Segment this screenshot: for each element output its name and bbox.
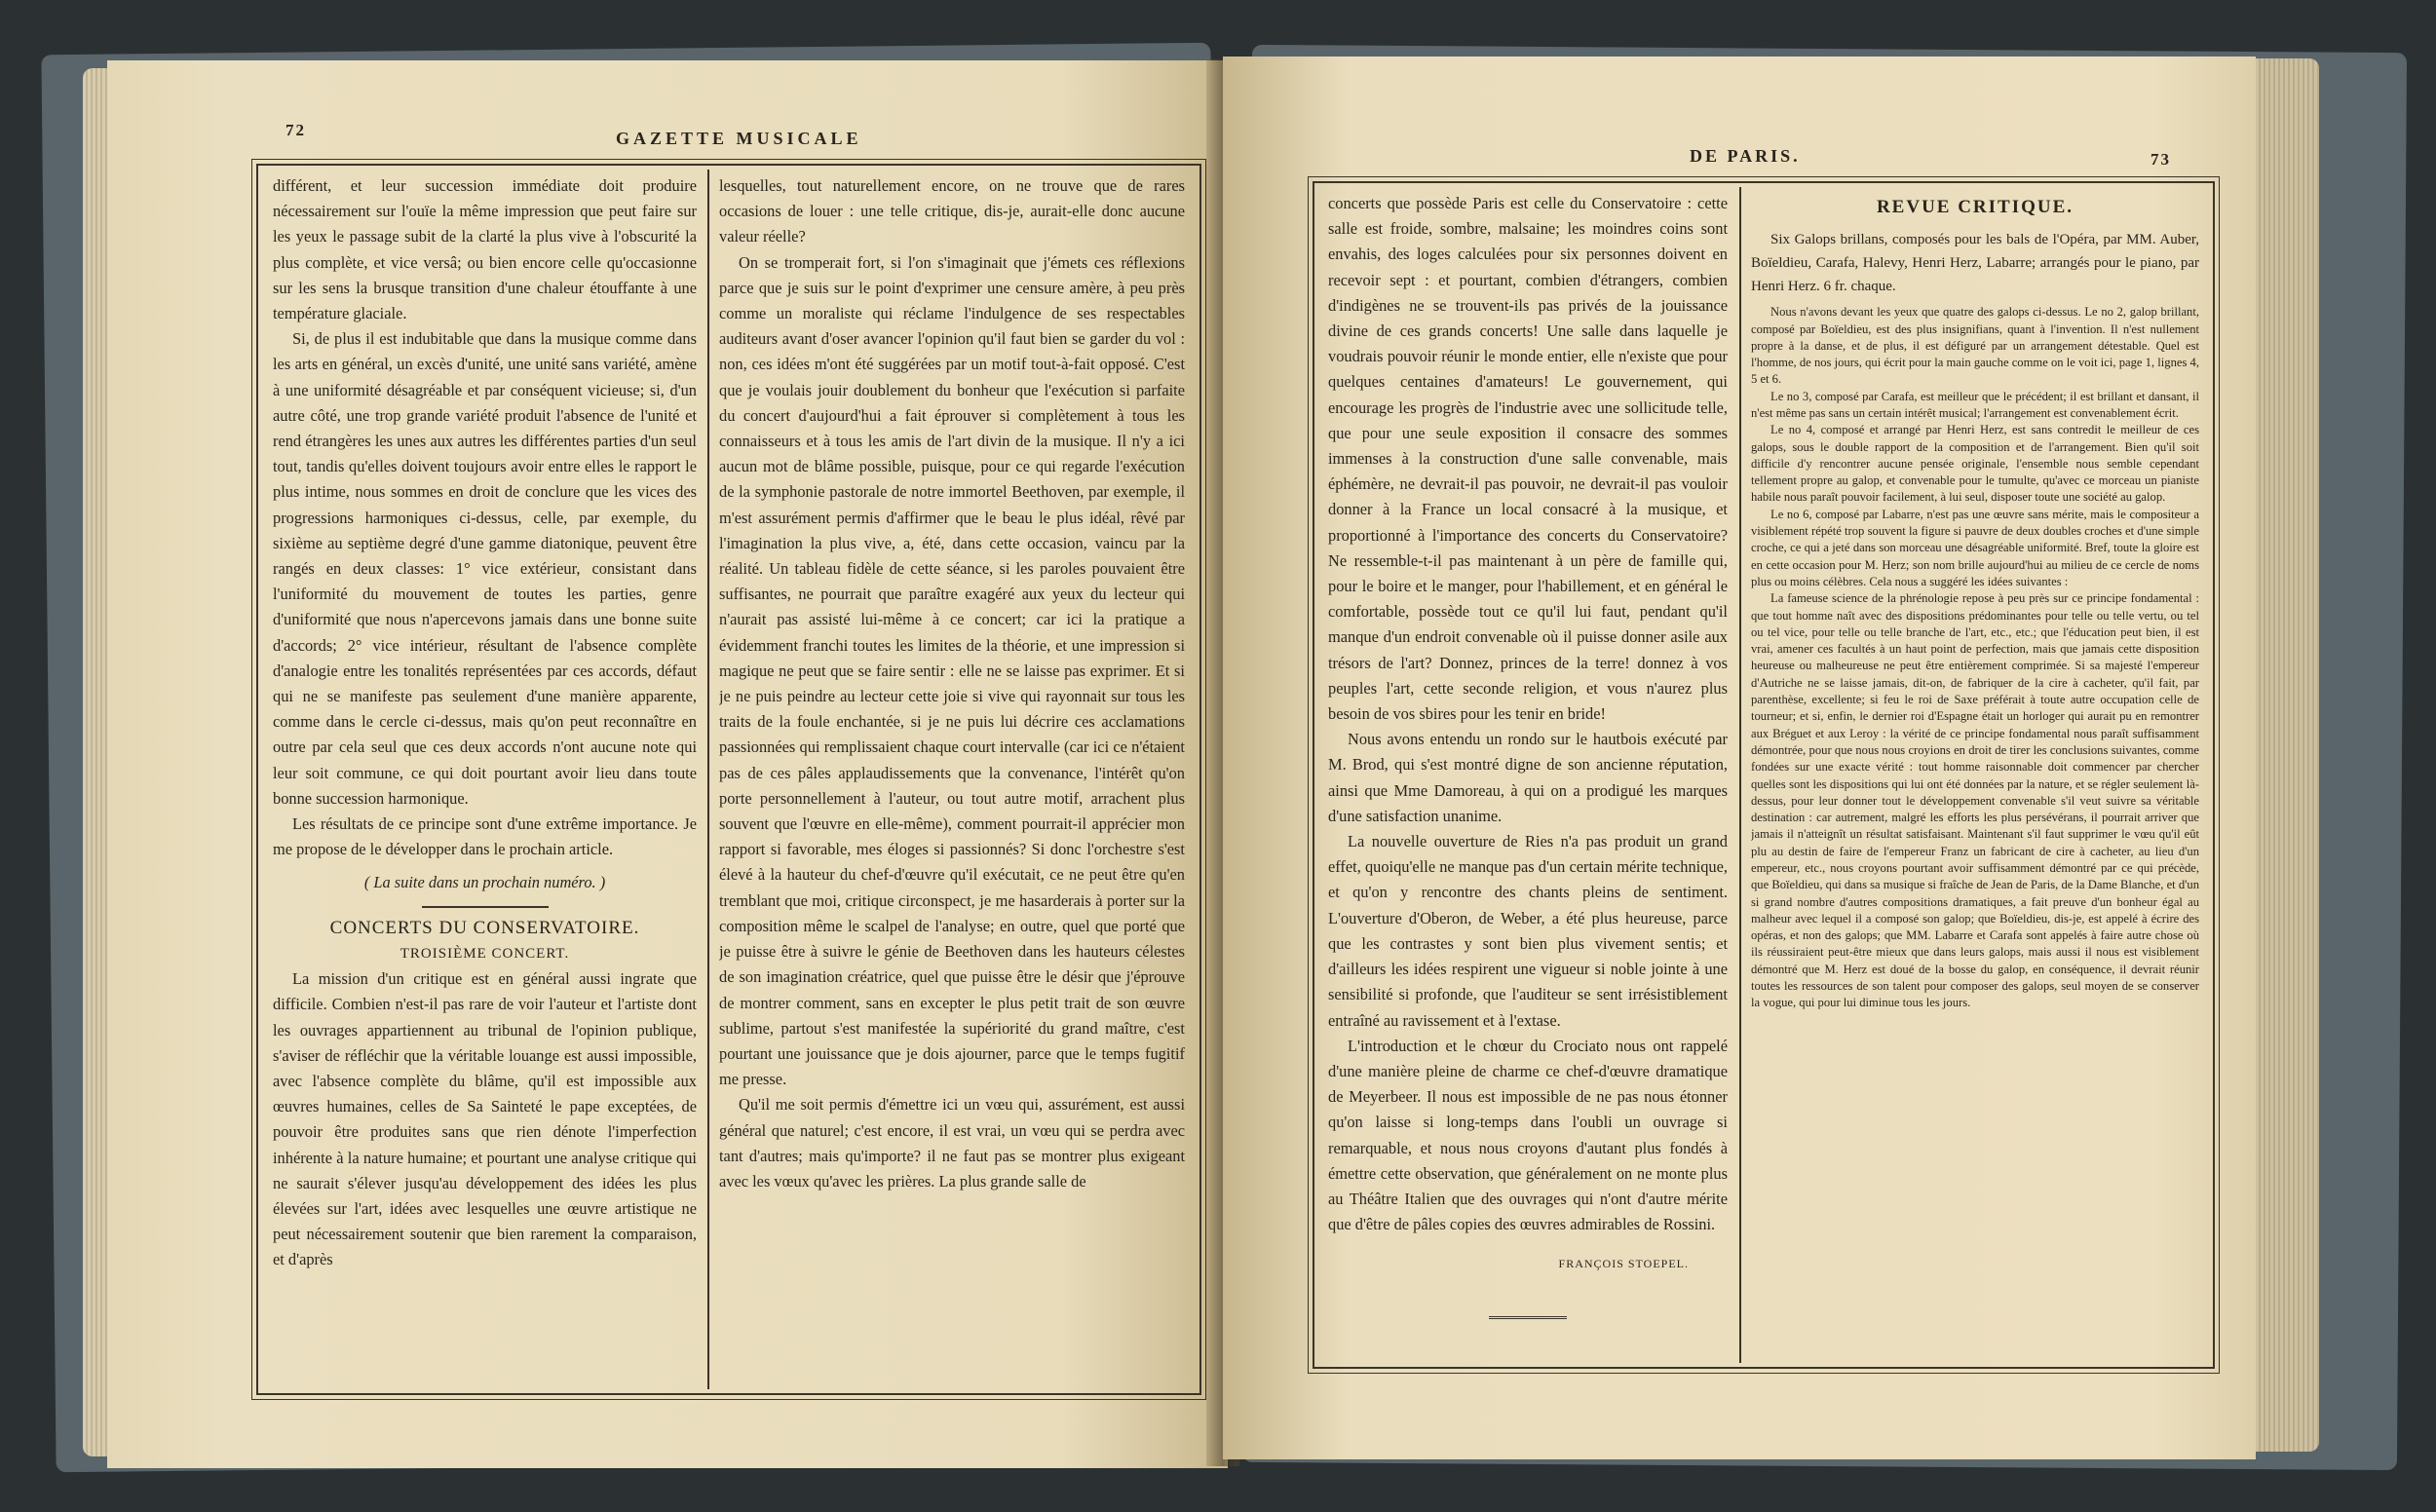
paragraph: Le no 3, composé par Carafa, est meilleur que le précédent; il est brillant et dansant, il n'est même pas sans un certain intérêt musical; l'arrangement est convenablement écrit.	[1751, 389, 2199, 420]
paragraph: L'introduction et le chœur du Crociato nous ont rappelé d'une manière pleine de charme ce chef-d'œuvre dramatique de Meyerbeer. Il nous est impossible de ne pas nous étonner qu'on laisse si long-temps dans l'oubli un ouvrage si remarquable, et nous nous croyons d'autant plus fondés à émettre cette observation, que généralement on ne monte plus au Théâtre Italien que des ouvrages qui n'ont d'autre mérite que d'être de pâles copies des œuvres admirables de Rossini.	[1328, 1036, 1728, 1234]
left-column-rule	[707, 170, 709, 1389]
paragraph: concerts que possède Paris est celle du Conservatoire : cette salle est froide, sombre, malsaine; les moindres coins sont envahis, des loges calculées pour six personnes doivent en recevoir sept : et pourtant, combien d'étrangers, combien d'indigènes ne se trouvent-ils pas privés de la jouissance divine de ces grands concerts! Une salle dans laquelle je voudrais pouvoir réunir le monde entier, elle n'existe que pour quelques centaines d'amateurs! Le gouvernement, qui encourage les progrès de l'industrie avec une sollicitude telle, que pour une seule exposition il consacre des sommes immenses à la construction d'une salle convenable, mais éphémère, ne devrait-il pas pouvoir, ne devrait-il pas vouloir donner à la France un local consacré à la musique, et proportionné à l'importance des concerts du Conservatoire? Ne ressemble-t-il pas maintenant à un père de famille qui, pour le boire et le manger, pour l'habillement, et en général le comfortable, possède tout ce qu'il lui faut, pendant qu'il manque d'un endroit convenable où il puisse donner asile aux trésors de l'art? Donnez, princes de la terre! donnez à vos peuples l'art, cette seconde religion, et vous n'aurez plus besoin de vos sbires pour les tenir en bride!	[1328, 194, 1728, 724]
to-be-continued-note: ( La suite dans un prochain numéro. )	[363, 873, 606, 892]
paragraph: On se tromperait fort, si l'on s'imaginait que j'émets ces réflexions parce que je suis sur le point d'exprimer une censure amère, à peu près comme un moraliste qui réclame l'indulgence de ses respectables auditeurs avant d'oser avancer l'opinion qu'il faut bien se garder du vol : non, ces idées m'ont été suggérées par un motif tout-à-fait opposé. C'est que je voulais jouir doublement du bonheur que l'exécution si parfaite du concert d'aujourd'hui a fait éprouver si complètement à tous les connaisseurs et à tous les amis de l'art divin de la musique. Il n'y a ici aucun mot de blâme possible, puisque, pour ce qui regarde l'exécution de la symphonie pastorale de notre immortel Beethoven, par exemple, il m'est assurément permis d'affirmer que le beau le plus idéal, rêvé par l'imagination la plus vive, a, été, dans cette occasion, vaincu par la réalité. Un tableau fidèle de cette séance, si les paroles pouvaient être suffisantes, ne pourrait que paraître exagéré aux yeux du lecteur qui n'aurait pas assisté lui-même à ce concert; car ici la pratique a évidemment franchi toutes les limites de la théorie, et une impression si magique ne peut que se faire sentir : elle ne se laisse pas exprimer. Et si je ne puis peindre au lecteur cette joie si vive qui rayonnait sur tous les traits de la foule enchantée, si je ne puis lui décrire ces acclamations passionnées qui remplissaient chaque court intervalle (car ici ce n'étaient pas de ces pâles applaudissements que la convenance, l'intérêt qu'on porte personnellement à l'auteur, ou tout autre motif, arrachent plus souvent que l'œuvre en elle-même), comment pourrait-il apprécier mon rapport si favorable, mes éloges si passionnés? Si donc l'orchestre s'est élevé à la hauteur du chef-d'œuvre qu'il exécutait, ce ne peut être qu'en tremblant que moi, critique circonspect, je me hasarderais à porter sur la composition même le scalpel de l'analyse; en outre, quel que porté que je puisse être à suivre le génie de Beethoven dans les hauteurs célestes de son imagination créatrice, quel que puisse être le désir que j'éprouve de montrer comment, sans en excepter le plus petit trait de son œuvre sublime, partout s'est manifestée la supériorité du grand maître, c'est pourtant une jouissance que je dois ajourner, parce que le temps fugitif me presse.	[719, 252, 1185, 1089]
review-intro: Six Galops brillans, composés pour les bals de l'Opéra, par MM. Auber, Boïeldieu, Carafa, Halevy, Henri Herz, Labarre; arrangés pour le piano, par Henri Herz. 6 fr. chaque.	[1751, 232, 2199, 295]
left-page-number: 72	[285, 121, 306, 139]
paragraph: lesquelles, tout naturellement encore, on ne trouve que de rares occasions de louer : une telle critique, dis-je, aurait-elle donc aucune valeur réelle?	[719, 176, 1185, 246]
paragraph: La fameuse science de la phrénologie repose à peu près sur ce principe fondamental : que tout homme naît avec des dispositions prédominantes pour telle ou telle vertu, ou tel ou tel vice, pour telle ou telle branche de l'art, etc., etc.; que l'éducation peut bien, il est vrai, amener ces facultés à un haut point de perfection, mais que jamais cette disposition heureuse ou malheureuse ne peut être entièrement comprimée. Si sa majesté l'empereur d'Autriche ne se laisse jamais, dit-on, de fabriquer de la cire à cacheter, qu'il fait, par parenthèse, excellente; si feu le roi de Saxe préférait à toute autre occupation celle de tourneur; et si, enfin, le dernier roi d'Espagne était un horloger qui aurait pu en remontrer aux Bréguet et aux Leroy : la vérité de ce principe fondamental nous paraît suffisamment démontrée, pour que nous nous croyions en droit de tirer les conclusions suivantes, comme fondées sur une exacte vérité : tout homme raisonnable doit commencer par chercher quelles sont les dispositions qui lui ont été données par la nature, et se régler seulement là-dessus, pour leur donner tout le développement convenable s'il veut suivre sa véritable destination : car autrement, malgré les efforts les plus persévérans, il pourrait arriver que jamais il n'atteignît un résultat satisfaisant. Maintenant s'il faut supprimer le vœu qu'il eût plu au destin de faire de l'empereur Franz un fabricant de cire à cacheter, au lieu d'un empereur, etc., nous croyons pourtant avoir suffisamment démontré par ce qui précède, que Boïeldieu, qui dans sa musique si fraîche de Jean de Paris, de la Dame Blanche, et d'un si grand nombre d'autres compositions dramatiques, a fait preuve d'un bonheur égal au malheur avec lequel il a composé son galop; que Boïeldieu, dis-je, est appelé à écrire des opéras, et non des galops; que MM. Labarre et Carafa sont appelés à faire autre chose où ils réussiraient peut-être mieux que dans leurs galops, mais aussi il nous est visiblement démontré que M. Herz est doué de la bosse du galop, en conséquence, il devrait réunir toutes les ressources de son talent pour composer des galops, seul moyen de se conserver la vogue, qui pour lui diminue tous les jours.	[1751, 591, 2199, 1010]
paragraph: Si, de plus il est indubitable que dans la musique comme dans les arts en général, un excès d'unité, une unité sans variété, amène à une uniformité désagréable et par conséquent vicieuse; si, d'un autre côté, une trop grande variété produit l'absence de l'unité et rend étrangères les unes aux autres les différentes parties d'un seul tout, tandis qu'elles doivent toujours avoir entre elles le rapport le plus intime, nous sommes en droit de conclure que les vices des progressions harmoniques ci-dessus, celle, par exemple, du sixième au septième degré d'une gamme diatonique, peuvent être rangés en deux classes: 1° vice extérieur, consistant dans l'uniformité du mouvement de toutes les parties, genre d'uniformité que nous n'apercevons jamais dans une bonne suite d'accords; 2° vice intérieur, résultant de l'absence complète d'analogie entre les tonalités représentées par ces accords, défaut qui ne se manifeste pas seulement d'une manière apparente, comme dans le cercle ci-dessus, mais qu'on peut reconnaître en outre par cela seul que ces deux accords n'ont aucune note qui leur soit commune, ce qui doit pourtant avoir lieu dans toute bonne succession harmonique.	[273, 329, 697, 808]
left-running-head: GAZETTE MUSICALE	[616, 129, 862, 148]
paragraph: Nous avons entendu un rondo sur le hautbois exécuté par M. Brod, qui s'est montré digne de son ancienne réputation, ainsi que Mme Damoreau, à qui on a prodigué les marques d'une satisfaction unanime.	[1328, 730, 1728, 825]
author-signature: FRANÇOIS STOEPEL.	[1558, 1257, 1689, 1271]
right-page	[1223, 57, 2256, 1459]
section-divider	[422, 906, 549, 908]
paragraph: différent, et leur succession immédiate doit produire nécessairement sur l'ouïe la même impression que peut faire sur les yeux le passage subit de la clarté la plus vive à l'obscurité la plus complète, et vice versâ; ou bien encore celle qu'occasionne sur les sens la brusque transition d'une chaleur étouffante à une température glaciale.	[273, 176, 697, 323]
right-column-2	[1751, 193, 2199, 1362]
paragraph: La nouvelle ouverture de Ries n'a pas produit un grand effet, quoiqu'elle ne manque pas d'un certain mérite technique, et qu'on y rencontre des chants pleins de sentiment. L'ouverture d'Oberon, de Weber, a été plus heureuse, parce que les contrastes y sont bien plus vivement sentis; et d'ailleurs les idées respirent une vigueur si noble jointe à une sensibilité si profonde, que l'auditeur se sent irrésistiblement entraîné au ravissement et à l'extase.	[1328, 832, 1728, 1030]
paragraph: La mission d'un critique est en général aussi ingrate que difficile. Combien n'est-il pas rare de voir l'auteur et l'artiste dont les ouvrages appartiennent au tribunal de l'opinion publique, s'aviser de réfléchir que la véritable louange est aussi impossible, avec l'absence complète du blâme, qu'il est impossible aux œuvres humaines, celles de Sa Sainteté le pape exceptées, de pouvoir être produites sans que rien dénote l'imperfection inhérente à la nature humaine; et pourtant une analyse critique qui ne saurait s'élever jusqu'au développement des idées les plus élevées sur l'art, idées avec lesquelles une œuvre artistique ne peut nécessairement soutenir que bien rarement la comparaison, et d'après	[273, 969, 697, 1269]
paragraph: Le no 4, composé et arrangé par Henri Herz, est sans contredit le meilleur de ces galops, sous le double rapport de la composition et de l'arrangement. Bien qu'il soit difficile d'y rencontrer aucune pensée originale, l'ensemble nous semble cependant tellement propre au galop, et convenable pour le tumulte, qu'avec ce morceau un pianiste habile nous paraît pouvoir facilement, à lui seul, disposer toute une société au galop.	[1751, 423, 2199, 505]
paragraph: Qu'il me soit permis d'émettre ici un vœu qui, assurément, est aussi général que naturel; c'est encore, il est vrai, un vœu qui se perdra avec tant d'autres; mais qu'importe? il ne faut pas se montrer plus exigeant avec les vœux qu'avec les prières. La plus grande salle de	[719, 1095, 1185, 1191]
section-title: CONCERTS DU CONSERVATOIRE.	[329, 917, 640, 938]
right-column-rule	[1739, 187, 1741, 1363]
right-column-1	[1328, 191, 1728, 1360]
end-ornament	[1489, 1316, 1567, 1319]
right-page-number: 73	[2151, 150, 2171, 169]
left-column-1	[273, 173, 697, 1381]
left-column-2	[719, 173, 1185, 1381]
paragraph: Les résultats de ce principe sont d'une extrême importance. Je me propose de le développer dans le prochain article.	[273, 814, 697, 859]
section-subtitle: TROISIÈME CONCERT.	[400, 945, 570, 962]
left-page	[107, 60, 1228, 1468]
paragraph: Nous n'avons devant les yeux que quatre des galops ci-dessus. Le no 2, galop brillant, composé par Boïeldieu, est des plus insignifians, quant à l'invention. Il n'est nullement propre à la danse, et de plus, il est défiguré par un arrangement détestable. Quel est l'homme, de nos jours, qui écrit pour la main gauche comme on le voit ici, page 1, lignes 4, 5 et 6.	[1751, 305, 2199, 387]
right-running-head: DE PARIS.	[1690, 146, 1801, 166]
paragraph: Le no 6, composé par Labarre, n'est pas une œuvre sans mérite, mais le compositeur a visiblement répété trop souvent la figure si pauvre de deux doubles croches et d'une simple croche, ce qui a jeté dans son morceau une désagréable uniformité. Bref, toute la gloire est en cette occasion pour M. Herz; son nom brille aujourd'hui au milieu de ce cercle de noms plus ou moins célèbres. Cela nous a suggéré les idées suivantes :	[1751, 507, 2199, 588]
review-title: REVUE CRITIQUE.	[1876, 197, 2074, 217]
